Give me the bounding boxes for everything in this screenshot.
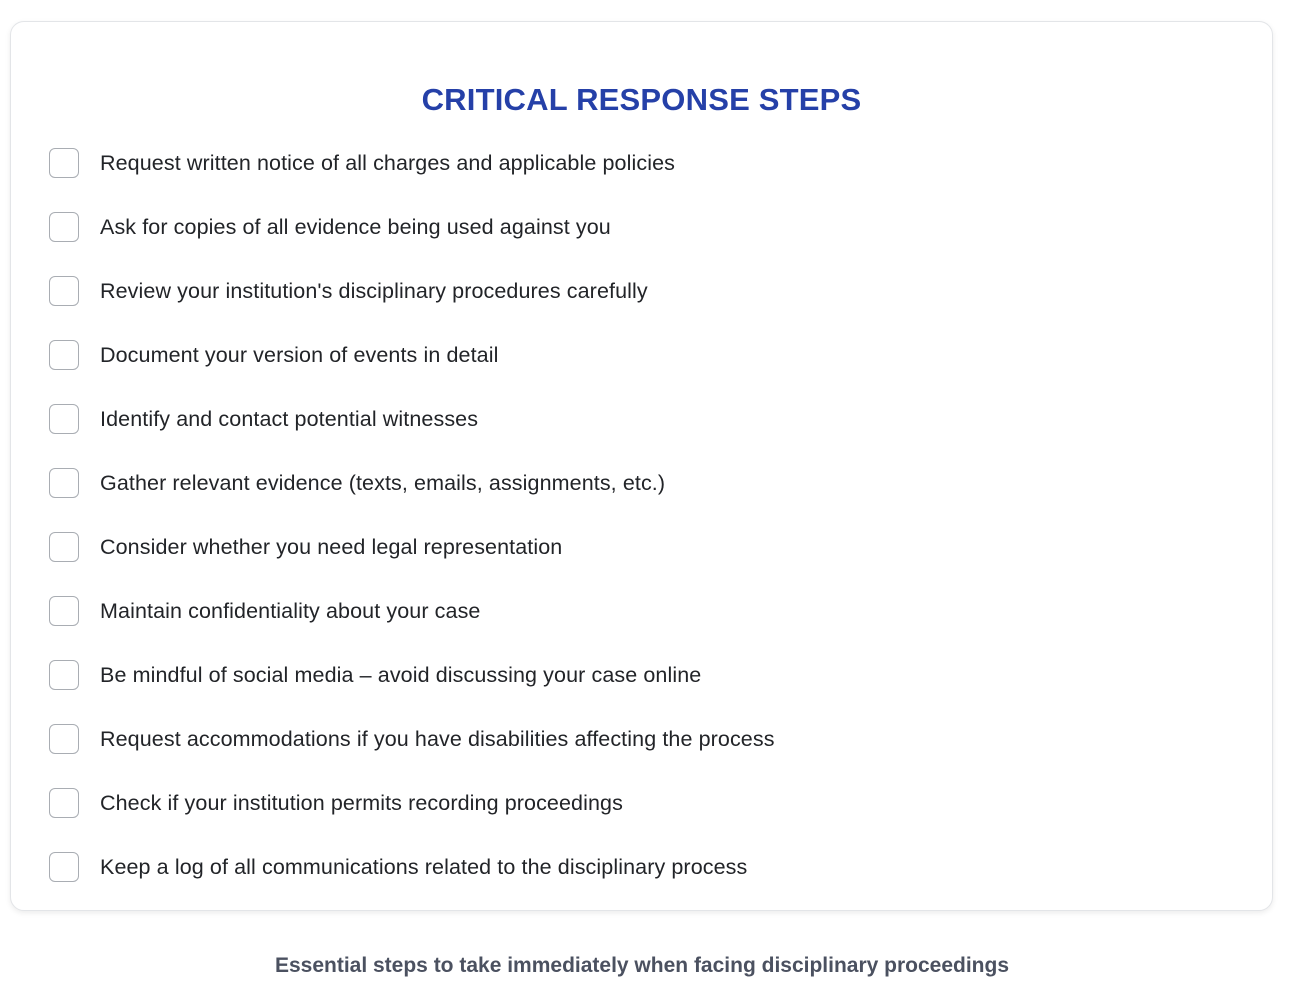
checklist-card [10,21,1273,911]
checkbox[interactable] [49,596,79,626]
checklist-item[interactable] [49,643,775,707]
checklist-item[interactable] [49,771,775,835]
checklist-item-label: Keep a log of all communications related to the disciplinary process [100,854,748,879]
checklist-item[interactable] [49,195,775,259]
caption: Essential steps to take immediately when facing disciplinary proceedings [274,954,1010,977]
checkbox[interactable] [49,532,79,562]
checklist-item[interactable] [49,259,775,323]
checklist-item[interactable] [49,579,775,643]
checklist-item-label: Document your version of events in detail [100,342,499,367]
checkbox[interactable] [49,724,79,754]
checklist-item-label: Maintain confidentiality about your case [100,598,481,623]
checklist-item-label: Request written notice of all charges and applicable policies [100,150,675,175]
checkbox[interactable] [49,340,79,370]
checkbox[interactable] [49,276,79,306]
checkbox[interactable] [49,788,79,818]
checklist-item-label: Request accommodations if you have disabilities affecting the process [100,726,775,751]
checklist-item-label: Ask for copies of all evidence being used against you [100,214,611,239]
checklist [49,131,775,899]
checkbox[interactable] [49,660,79,690]
checklist-item[interactable] [49,707,775,771]
checklist-item-label: Check if your institution permits recording proceedings [100,790,623,815]
checklist-item[interactable] [49,387,775,451]
checklist-item[interactable] [49,323,775,387]
checklist-item-label: Gather relevant evidence (texts, emails, assignments, etc.) [100,470,666,495]
checklist-item-label: Identify and contact potential witnesses [100,406,479,431]
checkbox[interactable] [49,404,79,434]
checklist-item-label: Review your institution's disciplinary procedures carefully [100,278,648,303]
checkbox[interactable] [49,468,79,498]
checklist-item-label: Be mindful of social media – avoid discussing your case online [100,662,702,687]
checkbox[interactable] [49,852,79,882]
card-title: CRITICAL RESPONSE STEPS [421,82,862,117]
checklist-item[interactable] [49,515,775,579]
checklist-item[interactable] [49,835,775,899]
checkbox[interactable] [49,212,79,242]
checklist-item-label: Consider whether you need legal representation [100,534,563,559]
checklist-item[interactable] [49,451,775,515]
checklist-item[interactable] [49,131,775,195]
checkbox[interactable] [49,148,79,178]
